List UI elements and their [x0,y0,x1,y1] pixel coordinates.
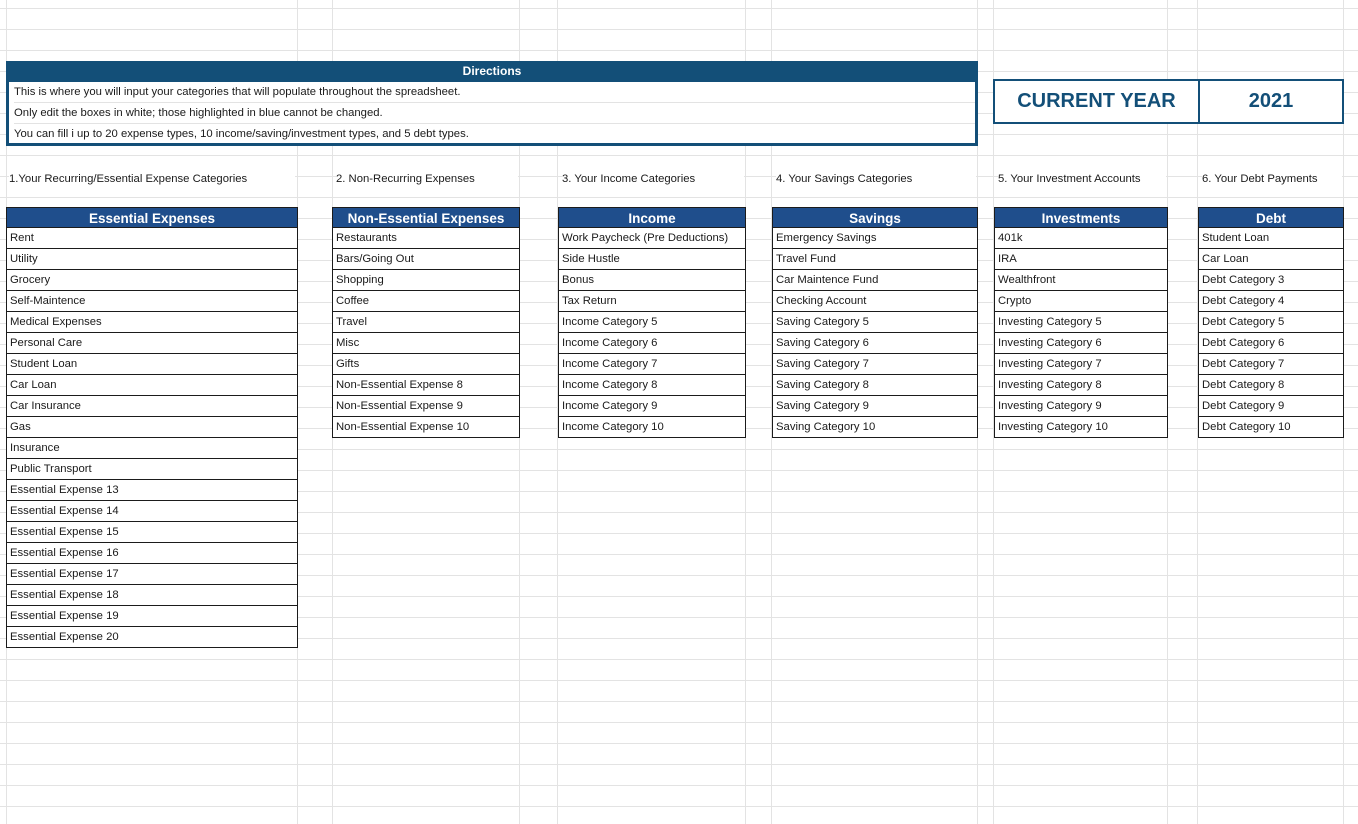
income-table [558,207,746,438]
category-cell[interactable]: Bonus [558,270,746,291]
income-header: Income [558,207,746,228]
category-cell[interactable]: Income Category 7 [558,354,746,375]
non-essential-expenses-table [332,207,520,438]
section-caption-non-recurring: 2. Non-Recurring Expenses [336,170,518,188]
category-cell[interactable]: Debt Category 9 [1198,396,1344,417]
category-cell[interactable]: Income Category 8 [558,375,746,396]
category-cell[interactable]: Personal Care [6,333,298,354]
section-caption-essential: 1.Your Recurring/Essential Expense Categories [9,170,295,188]
category-cell[interactable]: Car Maintence Fund [772,270,978,291]
category-cell[interactable]: Debt Category 6 [1198,333,1344,354]
category-cell[interactable]: Income Category 9 [558,396,746,417]
category-cell[interactable]: Income Category 10 [558,417,746,438]
category-cell[interactable]: Debt Category 8 [1198,375,1344,396]
investments-table [994,207,1168,438]
category-cell[interactable]: Wealthfront [994,270,1168,291]
section-caption-savings: 4. Your Savings Categories [776,170,976,188]
non-essential-expenses-header: Non-Essential Expenses [332,207,520,228]
category-cell[interactable]: Investing Category 7 [994,354,1168,375]
directions-header: Directions [6,61,978,82]
category-cell[interactable]: Saving Category 9 [772,396,978,417]
section-caption-debt: 6. Your Debt Payments [1202,170,1342,188]
category-cell[interactable]: Essential Expense 14 [6,501,298,522]
category-cell[interactable]: Insurance [6,438,298,459]
category-cell[interactable]: Non-Essential Expense 8 [332,375,520,396]
category-cell[interactable]: Non-Essential Expense 10 [332,417,520,438]
category-cell[interactable]: Coffee [332,291,520,312]
category-cell[interactable]: Saving Category 5 [772,312,978,333]
directions-line: You can fill i up to 20 expense types, 10 income/saving/investment types, and 5 debt types. [14,128,469,140]
category-cell[interactable]: Investing Category 5 [994,312,1168,333]
category-cell[interactable]: 401k [994,228,1168,249]
debt-table [1198,207,1344,438]
category-cell[interactable]: Car Loan [6,375,298,396]
category-cell[interactable]: Medical Expenses [6,312,298,333]
category-cell[interactable]: Bars/Going Out [332,249,520,270]
current-year-value-cell[interactable]: 2021 [1248,90,1294,112]
category-cell[interactable]: Debt Category 3 [1198,270,1344,291]
category-cell[interactable]: Essential Expense 13 [6,480,298,501]
category-cell[interactable]: Debt Category 5 [1198,312,1344,333]
category-cell[interactable]: Utility [6,249,298,270]
savings-table [772,207,978,438]
section-caption-investments: 5. Your Investment Accounts [998,170,1166,188]
category-cell[interactable]: Emergency Savings [772,228,978,249]
directions-line: This is where you will input your categories that will populate throughout the spreadsheet. [14,82,975,103]
category-cell[interactable]: Travel [332,312,520,333]
category-cell[interactable]: Essential Expense 19 [6,606,298,627]
category-cell[interactable]: Public Transport [6,459,298,480]
section-caption-income: 3. Your Income Categories [562,170,744,188]
category-cell[interactable]: Investing Category 10 [994,417,1168,438]
category-cell[interactable]: Shopping [332,270,520,291]
debt-header: Debt [1198,207,1344,228]
category-cell[interactable]: Travel Fund [772,249,978,270]
category-cell[interactable]: Self-Maintence [6,291,298,312]
category-cell[interactable]: Student Loan [1198,228,1344,249]
category-cell[interactable]: Grocery [6,270,298,291]
category-cell[interactable]: Saving Category 8 [772,375,978,396]
category-cell[interactable]: Investing Category 8 [994,375,1168,396]
category-cell[interactable]: Crypto [994,291,1168,312]
category-cell[interactable]: Tax Return [558,291,746,312]
category-cell[interactable]: IRA [994,249,1168,270]
current-year-label: CURRENT YEAR [995,81,1200,122]
category-cell[interactable]: Essential Expense 16 [6,543,298,564]
category-cell[interactable]: Saving Category 10 [772,417,978,438]
category-cell[interactable]: Saving Category 6 [772,333,978,354]
category-cell[interactable]: Essential Expense 20 [6,627,298,648]
category-cell[interactable]: Debt Category 7 [1198,354,1344,375]
category-cell[interactable]: Non-Essential Expense 9 [332,396,520,417]
category-cell[interactable]: Gas [6,417,298,438]
directions-panel [6,82,978,146]
directions-line: Only edit the boxes in white; those highlighted in blue cannot be changed. [14,103,975,124]
category-cell[interactable]: Restaurants [332,228,520,249]
category-cell[interactable]: Rent [6,228,298,249]
category-cell[interactable]: Saving Category 7 [772,354,978,375]
category-cell[interactable]: Debt Category 10 [1198,417,1344,438]
category-cell[interactable]: Work Paycheck (Pre Deductions) [558,228,746,249]
essential-expenses-header: Essential Expenses [6,207,298,228]
category-cell[interactable]: Investing Category 6 [994,333,1168,354]
category-cell[interactable]: Income Category 6 [558,333,746,354]
category-cell[interactable]: Student Loan [6,354,298,375]
investments-header: Investments [994,207,1168,228]
category-cell[interactable]: Car Loan [1198,249,1344,270]
category-cell[interactable]: Essential Expense 17 [6,564,298,585]
category-cell[interactable]: Misc [332,333,520,354]
savings-header: Savings [772,207,978,228]
category-cell[interactable]: Essential Expense 18 [6,585,298,606]
category-cell[interactable]: Debt Category 4 [1198,291,1344,312]
category-cell[interactable]: Essential Expense 15 [6,522,298,543]
current-year-box [993,79,1344,124]
category-cell[interactable]: Car Insurance [6,396,298,417]
category-cell[interactable]: Gifts [332,354,520,375]
essential-expenses-table [6,207,298,648]
category-cell[interactable]: Side Hustle [558,249,746,270]
category-cell[interactable]: Investing Category 9 [994,396,1168,417]
category-cell[interactable]: Checking Account [772,291,978,312]
category-cell[interactable]: Income Category 5 [558,312,746,333]
